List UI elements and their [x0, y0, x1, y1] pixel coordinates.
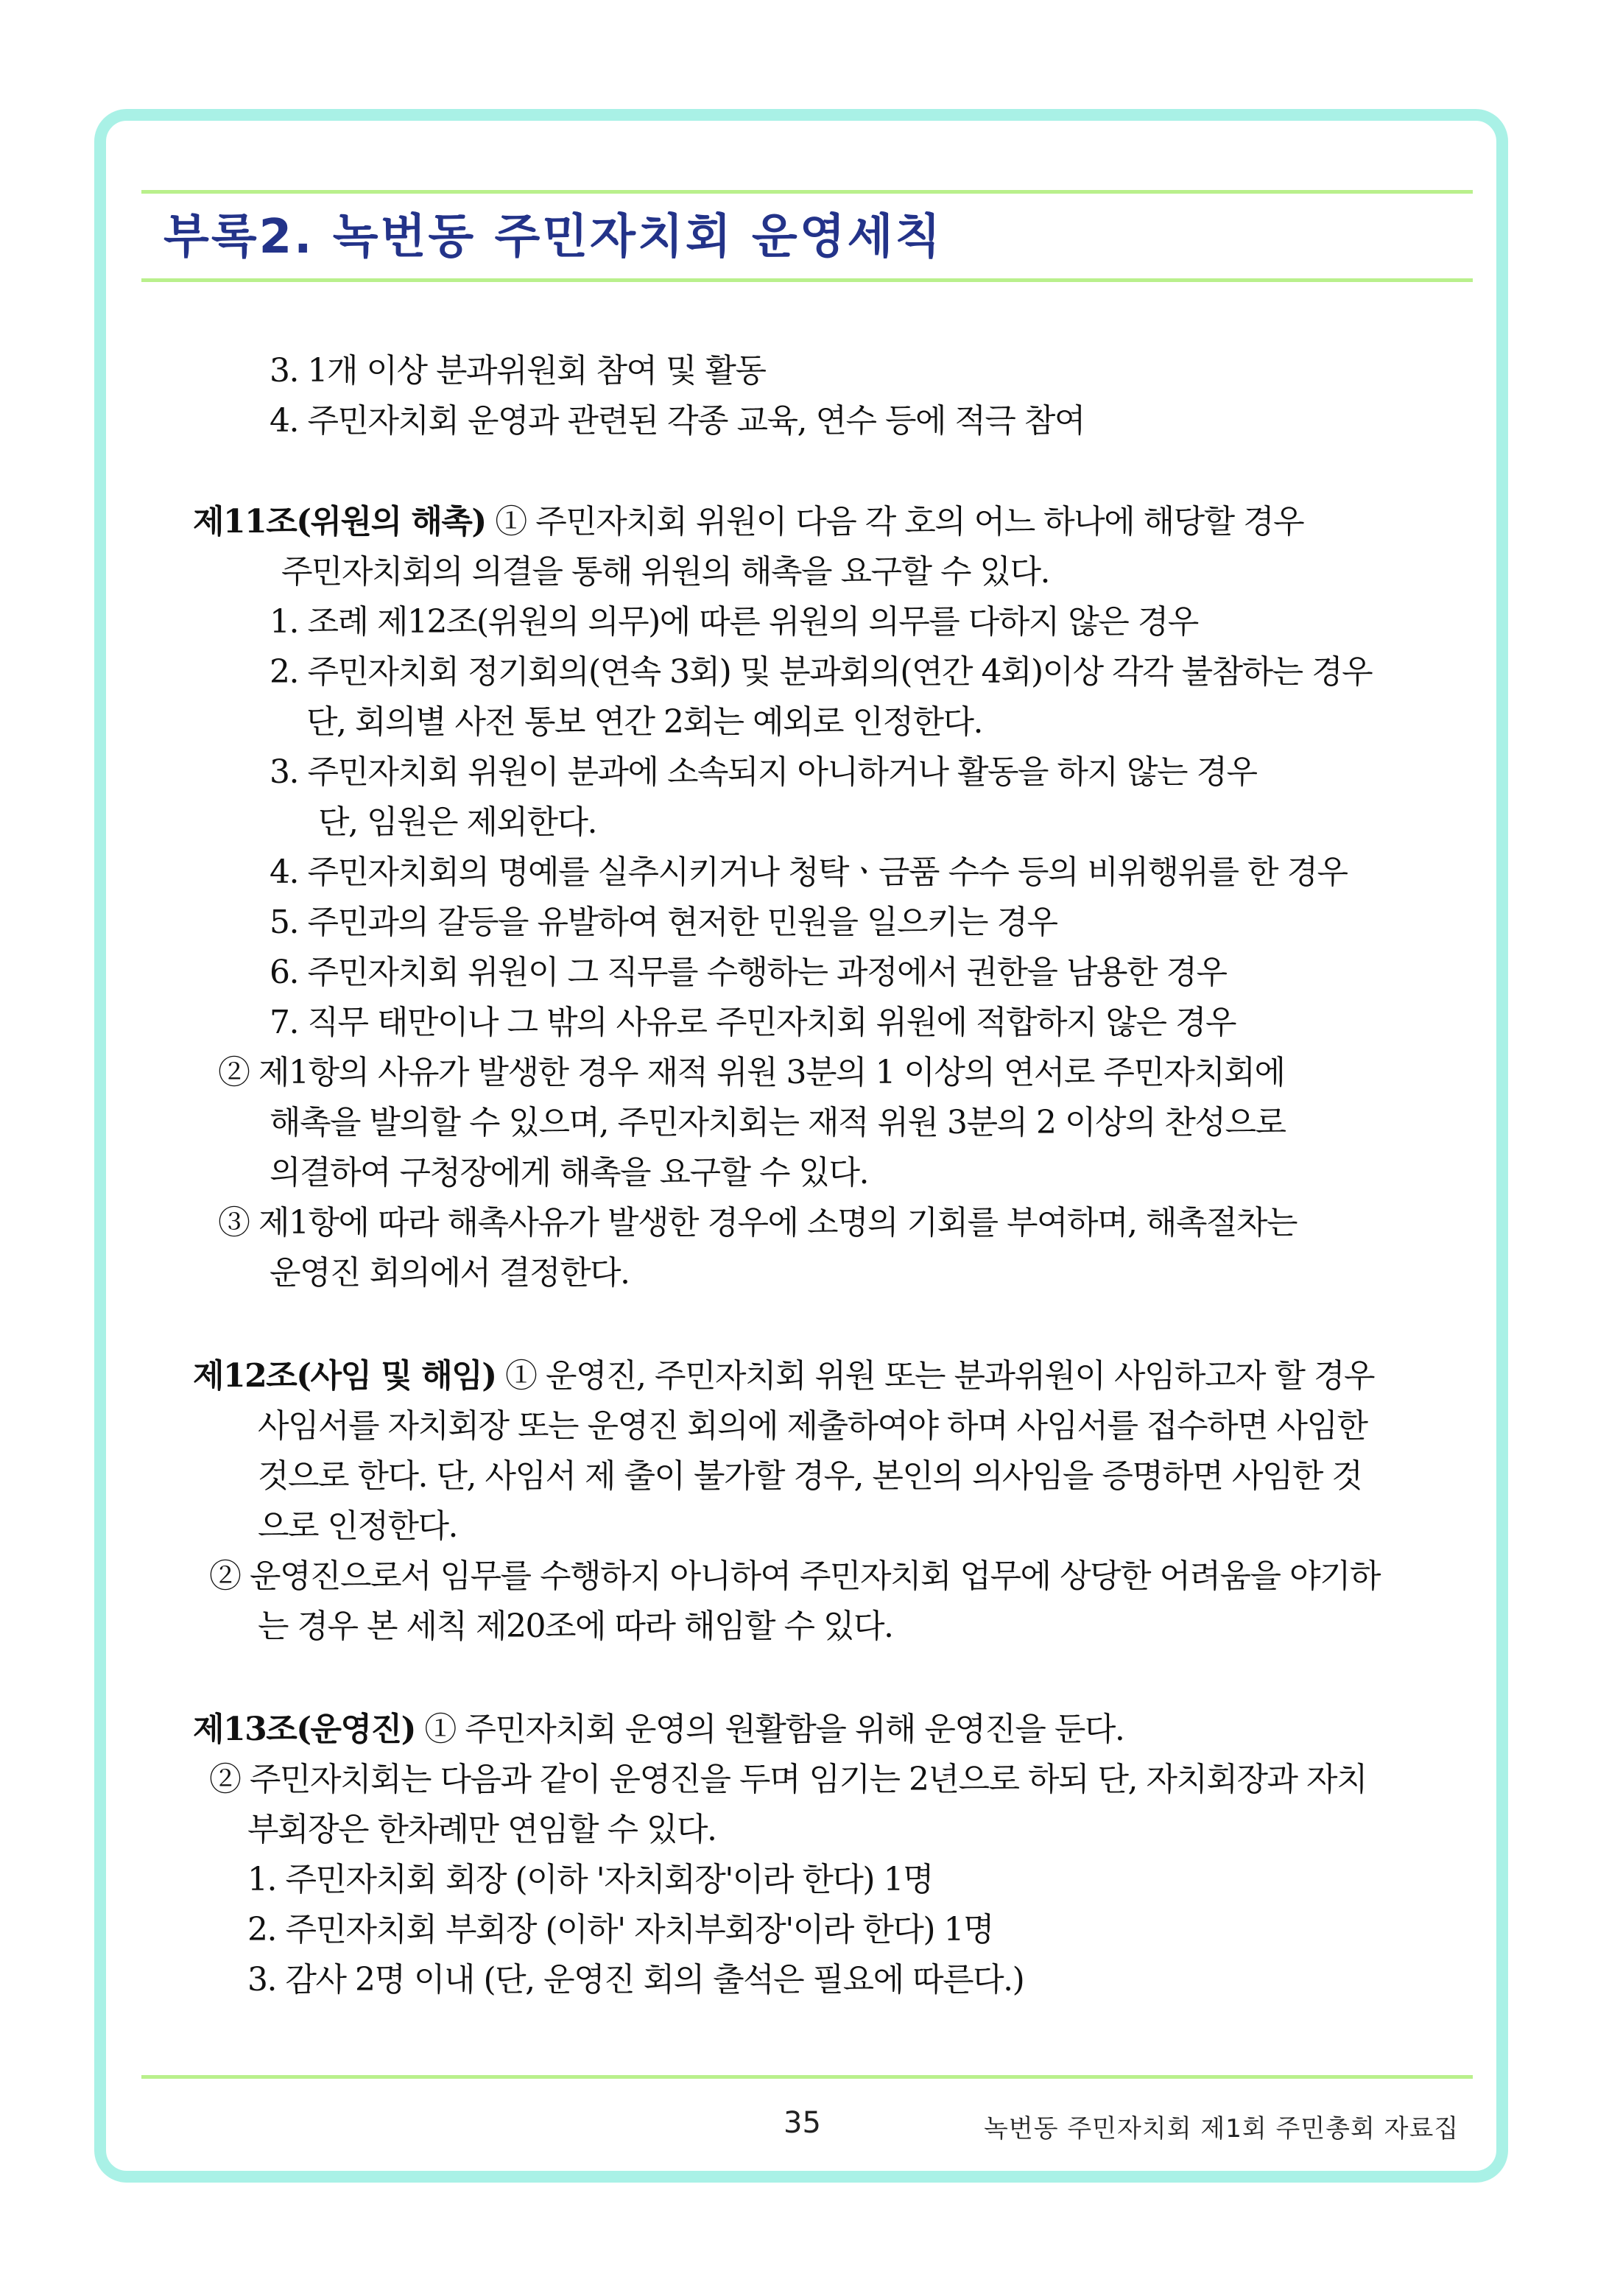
text-line: 3. 주민자치회 위원이 분과에 소속되지 아니하거나 활동을 하지 않는 경우 [270, 753, 1257, 791]
text-line: 7. 직무 태만이나 그 밖의 사유로 주민자치회 위원에 적합하지 않은 경우 [270, 1004, 1236, 1041]
text-line: ① 운영진, 주민자치회 위원 또는 분과위원이 사임하고자 할 경우 [505, 1357, 1375, 1395]
text-line: 2. 주민자치회 정기회의(연속 3회) 및 분과회의(연간 4회)이상 각각 불참하는 경우 [270, 653, 1373, 691]
article-heading: 제12조(사임 및 해임) [193, 1357, 496, 1395]
article-heading: 제13조(운영진) [193, 1711, 415, 1748]
footer-doc-title: 녹번동 주민자치회 제1회 주민총회 자료집 [984, 2114, 1460, 2144]
text-line: 3. 감사 2명 이내 (단, 운영진 회의 출석은 필요에 따른다.) [247, 1961, 1024, 1999]
text-line: ② 주민자치회는 다음과 같이 운영진을 두며 임기는 2년으로 하되 단, 자치회장과 자치 [209, 1761, 1367, 1798]
text-line: ② 운영진으로서 임무를 수행하지 아니하여 주민자치회 업무에 상당한 어려움을 야기하 [209, 1557, 1381, 1595]
text-line: 5. 주민과의 갈등을 유발하여 현저한 민원을 일으키는 경우 [270, 904, 1057, 941]
text-line: 주민자치회의 의결을 통해 위원의 해촉을 요구할 수 있다. [281, 553, 1049, 591]
text-line: 단, 회의별 사전 통보 연간 2회는 예외로 인정한다. [306, 703, 982, 741]
article-11 [193, 497, 1303, 547]
text-line: 부회장은 한차례만 연임할 수 있다. [247, 1811, 717, 1848]
text-line: 것으로 한다. 단, 사임서 제 출이 불가할 경우, 본인의 의사임을 증명하면 사임한 것 [258, 1457, 1362, 1495]
text-line: ③ 제1항에 따라 해촉사유가 발생한 경우에 소명의 기회를 부여하며, 해촉절차는 [218, 1204, 1297, 1242]
text-line: 의결하여 구청장에게 해촉을 요구할 수 있다. [270, 1154, 868, 1191]
header-top-rule [141, 190, 1473, 194]
text-line: 3. 1개 이상 분과위원회 참여 및 활동 [270, 352, 766, 390]
article-12 [193, 1351, 1374, 1401]
text-line: ① 주민자치회 운영의 원활함을 위해 운영진을 둔다. [424, 1711, 1124, 1748]
text-line: 해촉을 발의할 수 있으며, 주민자치회는 재적 위원 3분의 2 이상의 찬성으로 [270, 1104, 1286, 1141]
page-number: 35 [784, 2106, 821, 2140]
text-line: 으로 인정한다. [258, 1507, 457, 1545]
article-13 [193, 1705, 1124, 1755]
header-bottom-rule [141, 278, 1473, 282]
text-line: 1. 주민자치회 회장 (이하 '자치회장'이라 한다) 1명 [247, 1861, 933, 1898]
text-line: ② 제1항의 사유가 발생한 경우 재적 위원 3분의 1 이상의 연서로 주민자치회에 [218, 1054, 1285, 1091]
text-line: 1. 조례 제12조(위원의 의무)에 따른 위원의 의무를 다하지 않은 경우 [270, 603, 1198, 641]
text-line: 6. 주민자치회 위원이 그 직무를 수행하는 과정에서 권한을 남용한 경우 [270, 954, 1227, 991]
text-line: 사임서를 자치회장 또는 운영진 회의에 제출하여야 하며 사임서를 접수하면 사임한 [258, 1407, 1367, 1445]
text-line: 4. 주민자치회의 명예를 실추시키거나 청탁ㆍ금품 수수 등의 비위행위를 한 경우 [270, 853, 1348, 891]
text-line: 2. 주민자치회 부회장 (이하' 자치부회장'이라 한다) 1명 [247, 1911, 993, 1948]
text-line: ① 주민자치회 위원이 다음 각 호의 어느 하나에 해당할 경우 [495, 503, 1304, 540]
footer-rule [141, 2075, 1473, 2079]
page-title: 부록2. 녹번동 주민자치회 운영세칙 [163, 210, 943, 264]
text-line: 는 경우 본 세칙 제20조에 따라 해임할 수 있다. [258, 1607, 893, 1645]
article-heading: 제11조(위원의 해촉) [193, 503, 486, 540]
text-line: 단, 임원은 제외한다. [318, 803, 596, 841]
text-line: 4. 주민자치회 운영과 관련된 각종 교육, 연수 등에 적극 참여 [270, 402, 1085, 440]
text-line: 운영진 회의에서 결정한다. [270, 1254, 630, 1292]
